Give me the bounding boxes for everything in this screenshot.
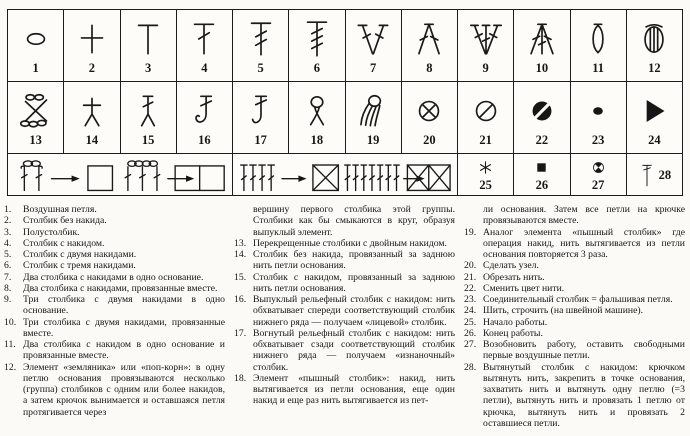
symbol-number: 25: [479, 178, 492, 193]
symbol-cell-25: [458, 154, 514, 196]
symbol-box: [571, 157, 626, 192]
symbol-cell-6: [289, 10, 345, 82]
symbol-box: [402, 17, 457, 75]
legend-item-number: 16.: [234, 294, 247, 305]
legend-item-18: [234, 373, 455, 407]
symbol-row: [8, 10, 683, 82]
symbol-box: [458, 157, 513, 192]
legend-item-number: 6.: [4, 260, 12, 272]
symbol-box: [233, 89, 288, 147]
symbol-cell-13: [8, 82, 64, 154]
symbol-number: 19: [366, 132, 380, 147]
legend-item-text: Сделать узел.: [483, 260, 539, 272]
legend-item-number: 20.: [464, 260, 477, 272]
puff-stitch-icon: [296, 89, 338, 133]
symbol-box: [571, 89, 626, 147]
two-dc-one-base-icon: [352, 17, 394, 61]
symbol-number: 28: [658, 167, 672, 182]
symbol-box: [514, 17, 569, 75]
legend-item-number: 12.: [4, 361, 17, 373]
symbol-cell-20: [401, 82, 457, 154]
legend-item-number: 5.: [4, 249, 12, 260]
legend-item-7: [4, 272, 225, 283]
symbol-number: 3: [145, 60, 152, 75]
filet-plain-cell: [8, 154, 233, 196]
legend-item-6: [4, 260, 225, 271]
legend-item-text: Воздушная петля.: [23, 204, 97, 215]
symbol-number: 2: [88, 60, 95, 75]
symbol-number: 1: [32, 60, 39, 75]
symbol-number: 24: [648, 132, 661, 147]
symbol-box: [627, 17, 682, 75]
symbol-box: [627, 89, 682, 147]
symbol-number: 18: [310, 132, 324, 147]
legend-item-text: Два столбика с накидами в одно основание.: [23, 271, 204, 283]
symbol-number: 20: [423, 132, 436, 147]
symbol-box: [458, 17, 513, 75]
legend-item-13: [234, 238, 455, 249]
legend-item-number: 2.: [4, 215, 12, 227]
symbol-number: 8: [426, 60, 433, 75]
symbol-box: [177, 17, 232, 75]
circle-x-knot-icon: [408, 89, 450, 133]
symbol-cell-19: [345, 82, 401, 154]
legend-item-text: вершину первого столбика этой группы. Столбики как бы смыкаются в круг, образуя выпуклый элемент.: [253, 204, 455, 238]
popcorn-stitch-icon: [633, 17, 675, 61]
legend-item-number: 28.: [464, 361, 477, 373]
legend-item-19: [464, 227, 685, 261]
legend-item-number: 10.: [4, 316, 17, 328]
symbol-number: 7: [370, 60, 377, 75]
symbol-cell-10: [514, 10, 570, 82]
legend-item-5: [4, 249, 225, 260]
symbol-number: 27: [591, 178, 605, 193]
symbol-cell-1: [8, 10, 64, 82]
legend-item-text: Столбик с тремя накидами.: [23, 260, 136, 272]
legend-item-number: 14.: [234, 249, 247, 260]
half-double-crochet-icon: [127, 17, 169, 61]
legend-item-number: 4.: [4, 237, 12, 249]
symbol-box: [402, 89, 457, 147]
symbol-cell-23: [570, 82, 626, 154]
symbol-box: [458, 89, 513, 147]
back-post-dc-icon: [240, 89, 282, 133]
legend-item-number: 25.: [464, 316, 477, 328]
legend-item-text: Два столбика с накидом в одно основание и провязанные вместе.: [23, 339, 225, 362]
symbol-box: [289, 89, 344, 147]
legend-item-1: [4, 204, 225, 215]
symbol-number: 23: [591, 132, 605, 147]
legend-item-text: Начало работы.: [483, 316, 548, 328]
legend-item-number: 27.: [464, 339, 477, 350]
symbol-box: [627, 158, 682, 192]
legend-item-number: 13.: [234, 237, 247, 249]
legend-item-text: Перекрещенные столбики с двойным накидом.: [253, 237, 447, 249]
sew-triangle-icon: [633, 89, 675, 133]
legend-item-9: [4, 294, 225, 317]
symbol-cell-14: [64, 82, 120, 154]
legend-column-3: [464, 204, 685, 429]
symbol-row-filet: [8, 154, 683, 196]
symbol-box: [514, 157, 569, 192]
legend-item-text: Обрезать нить.: [483, 271, 545, 283]
legend-item-text: Конец работы.: [483, 327, 543, 339]
symbol-box: [64, 89, 119, 147]
legend-item-number: 15.: [234, 271, 247, 283]
dc-cluster-lens-icon: [577, 17, 619, 61]
legend-item-number: 17.: [234, 327, 247, 339]
legend-item-text: Выпуклый рельефный столбик с накидом: нить обхватывает спереди соответствующий столбик нижнего ряда — получаем «лицевой» столбик.: [253, 294, 455, 328]
symbol-number: 22: [535, 132, 549, 147]
symbol-number: 10: [535, 60, 549, 75]
legend-item-20: [464, 260, 685, 271]
legend-item-14: [234, 249, 455, 272]
legend-item-3: [4, 227, 225, 238]
legend-item-continuation: [234, 204, 455, 238]
circle-slash-cut-icon: [465, 89, 507, 133]
legend-item-text: Вытянутый столбик с накидом: крючком вытянуть нить, закрепить в точке основания, захватить нить и вытянуть одну петлю (=3 петли), вытянуть нить и провязать 1 петлю от крючка, вытянуть нить и провязать 2 оставшиеся петли.: [483, 361, 685, 429]
symbol-cell-8: [401, 10, 457, 82]
symbol-box: [346, 89, 401, 147]
legend-item-22: [464, 283, 685, 294]
symbol-cell-2: [64, 10, 120, 82]
legend-item-text: Три столбика с двумя накидами в одно основание.: [23, 294, 225, 317]
symbol-cell-5: [233, 10, 289, 82]
symbol-box: [346, 17, 401, 75]
symbol-cell-21: [458, 82, 514, 154]
filet-crossed-squares-icon: [233, 155, 451, 195]
symbol-cell-27: [570, 154, 626, 196]
legend-item-text: Шить, строчить (на швейной машине).: [483, 305, 644, 317]
front-post-dc-icon: [183, 89, 225, 133]
legend-item-number: 9.: [4, 294, 12, 305]
chain-stitch-icon: [15, 17, 57, 61]
legend-item-number: 19.: [464, 226, 477, 238]
filled-square-end-icon: [531, 157, 552, 178]
legend-item-text: Соединительный столбик = фальшивая петля.: [483, 294, 673, 305]
symbol-cell-11: [570, 10, 626, 82]
symbol-number: 15: [141, 132, 155, 147]
symbol-box: [121, 17, 176, 75]
legend-item-text: Столбик без накида.: [23, 215, 107, 227]
symbol-cell-17: [233, 82, 289, 154]
legend-item-15: [234, 272, 455, 295]
symbol-number: 5: [257, 60, 264, 75]
legend-column-1: [4, 204, 225, 429]
single-crochet-icon: [71, 17, 113, 61]
legend-item-27: [464, 339, 685, 362]
legend-item-24: [464, 305, 685, 316]
legend-column-2: [234, 204, 455, 429]
legend-item-text: Элемент «пышный столбик»: накид, нить вытягивается из петли основания, еще один накид и еще раз нить вытягивается из пет-: [253, 372, 455, 407]
legend-item-21: [464, 272, 685, 283]
symbol-box: [64, 17, 119, 75]
symbol-cell-7: [345, 10, 401, 82]
symbol-cell-15: [120, 82, 176, 154]
symbol-table: [7, 9, 683, 196]
legend-item-number: 23.: [464, 294, 477, 305]
puff-stitch-triple-icon: [352, 89, 394, 133]
symbol-cell-16: [176, 82, 232, 154]
legend-item-11: [4, 339, 225, 362]
legend: [0, 201, 690, 429]
symbol-cell-12: [626, 10, 682, 82]
legend-item-number: 11.: [4, 339, 16, 350]
symbol-box: [121, 89, 176, 147]
crossed-stitches-icon: [15, 89, 57, 133]
symbol-number: 12: [648, 60, 661, 75]
legend-item-number: 1.: [4, 204, 12, 215]
symbol-box: [514, 89, 569, 147]
legend-item-25: [464, 317, 685, 328]
symbol-cell-3: [120, 10, 176, 82]
legend-item-continuation: [464, 204, 685, 227]
legend-item-number: [464, 204, 483, 227]
legend-item-number: 7.: [4, 271, 12, 283]
legend-item-text: Два столбика с накидами, провязанные вместе.: [23, 282, 218, 294]
symbol-number: 17: [254, 132, 267, 147]
symbol-cell-9: [458, 10, 514, 82]
legend-item-text: Элемент «земляника» или «поп-корн»: в одну петлю основания провязываются несколько (группа) столбиков с одним или более накидов, а затем крючок вынимается и оставшаяся петля протягивается через: [23, 361, 225, 418]
symbol-row: [8, 82, 683, 154]
legend-item-8: [4, 283, 225, 294]
symbol-cell-26: [514, 154, 570, 196]
symbol-cell-18: [289, 82, 345, 154]
sc-back-loop-icon: [71, 89, 113, 133]
filet-cross-cell: [233, 154, 458, 196]
legend-item-17: [234, 328, 455, 373]
symbol-box: [177, 89, 232, 147]
triple-treble-crochet-icon: [296, 17, 338, 61]
symbol-number: 26: [535, 178, 549, 193]
asterisk-start-icon: [475, 157, 496, 178]
legend-item-text: Столбик с накидом, провязанный за заднюю нить петли основания.: [253, 271, 455, 294]
legend-item-number: 8.: [4, 282, 12, 294]
symbol-number: 13: [29, 132, 42, 147]
legend-item-text: Возобновить работу, оставить свободными первые воздушные петли.: [483, 339, 685, 362]
legend-item-12: [4, 362, 225, 418]
legend-item-number: [234, 204, 253, 238]
legend-item-number: 21.: [464, 271, 477, 283]
legend-item-26: [464, 328, 685, 339]
symbol-number: 4: [201, 60, 208, 75]
change-color-disc-icon: [521, 89, 563, 133]
legend-item-number: 26.: [464, 327, 477, 339]
extended-dc-icon: [638, 158, 656, 192]
legend-item-number: 22.: [464, 282, 477, 294]
legend-item-text: Три столбика с двумя накидами, провязанные вместе.: [23, 316, 225, 339]
slip-stitch-dot-icon: [577, 89, 619, 133]
legend-item-text: Полустолбик.: [23, 226, 80, 238]
symbol-number: 9: [482, 60, 489, 75]
symbol-number: 16: [198, 132, 211, 147]
legend-item-text: Столбик с двумя накидами.: [23, 249, 137, 260]
symbol-number: 11: [592, 60, 605, 75]
legend-item-28: [464, 362, 685, 430]
symbol-box: [8, 89, 63, 147]
symbol-number: 21: [479, 132, 492, 147]
three-dc-one-base-icon: [465, 17, 507, 61]
legend-item-number: 24.: [464, 305, 477, 317]
symbol-box: [8, 17, 63, 75]
symbol-cell-24: [626, 82, 682, 154]
double-crochet-icon: [183, 17, 225, 61]
dc-back-loop-icon: [127, 89, 169, 133]
symbol-cell-22: [514, 82, 570, 154]
legend-item-text: Аналог элемента «пышный столбик» где операция накид, нить вытягивается из петли основания повторяется 3 раза.: [483, 226, 685, 260]
legend-item-2: [4, 215, 225, 226]
symbol-box: [233, 17, 288, 75]
symbol-cell-4: [176, 10, 232, 82]
legend-item-23: [464, 294, 685, 305]
legend-item-number: 18.: [234, 372, 247, 384]
legend-item-16: [234, 294, 455, 328]
symbol-box: [571, 17, 626, 75]
symbol-number: 14: [85, 132, 99, 147]
circle-quadrants-resume-icon: [588, 157, 609, 178]
three-dc-together-icon: [521, 17, 563, 61]
legend-item-text: Сменить цвет нити.: [483, 282, 565, 294]
two-dc-together-icon: [408, 17, 450, 61]
legend-item-text: ли основания. Затем все петли на крючке провязываются вместе.: [483, 204, 685, 227]
legend-item-text: Вогнутый рельефный столбик с накидом: нить обхватывает сзади соответствующий столбик нижнего ряда — получаем «изнаночный» столбик.: [253, 327, 455, 373]
symbol-number: 6: [313, 60, 320, 75]
legend-item-text: Столбик с накидом.: [23, 237, 105, 249]
filet-plain-squares-icon: [8, 155, 226, 195]
legend-item-10: [4, 317, 225, 340]
treble-crochet-icon: [240, 17, 282, 61]
legend-item-number: 3.: [4, 226, 12, 238]
legend-item-text: Столбик без накида, провязанный за заднюю нить петли основания.: [253, 249, 455, 272]
legend-item-4: [4, 238, 225, 249]
symbol-box: [289, 17, 344, 75]
symbol-cell-28: [626, 154, 682, 196]
